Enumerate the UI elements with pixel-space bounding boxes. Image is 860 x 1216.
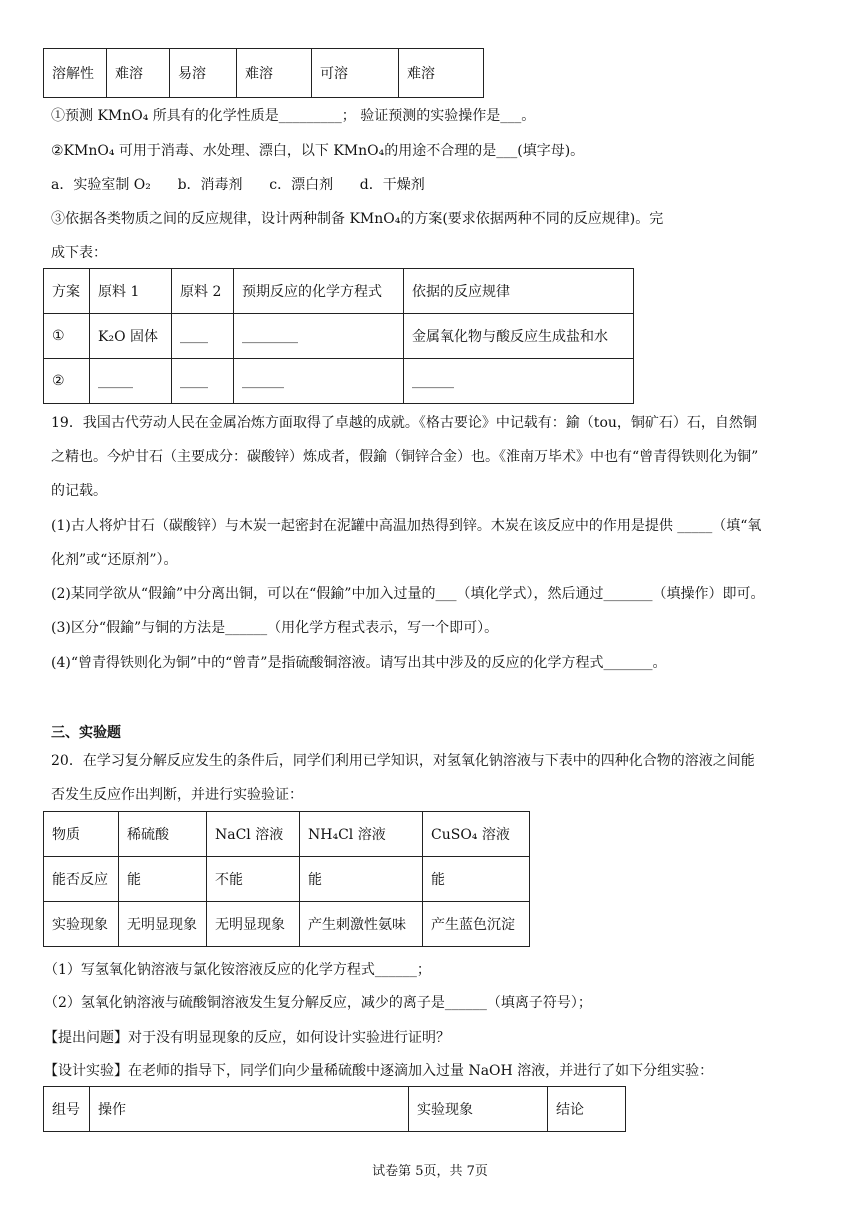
table-header-cell: 原料 1 — [90, 269, 172, 314]
q18-item2: ②KMnO₄ 可用于消毒、水处理、漂白，以下 KMnO₄的用途不合理的是___(填字母)。 — [51, 143, 585, 159]
q19-sub4: (4)“曾青得铁则化为铜”中的“曾青”是指硫酸铜溶液。请写出其中涉及的反应的化学方程式_______。 — [51, 655, 667, 671]
q19-intro-line2: 之精也。今炉甘石（主要成分：碳酸锌）炼成者，假鍮（铜锌合金）也。《淮南万毕术》中也有“曾青得铁则化为铜” — [51, 449, 759, 465]
q18-item3-cont: 成下表： — [51, 245, 107, 261]
solubility-cell: 难溶 — [237, 49, 312, 98]
q18-item3: ③依据各类物质之间的反应规律，设计两种制备 KMnO₄的方案(要求依据两种不同的反应规律)。完 — [51, 211, 664, 227]
q20-intro-line1: 20．在学习复分解反应发生的条件后，同学们利用已学知识，对氢氧化钠溶液与下表中的四种化合物的溶液之间能 — [51, 753, 755, 769]
table-cell: 金属氧化物与酸反应生成盐和水 — [404, 314, 634, 359]
solubility-table — [43, 48, 484, 98]
table-cell: NH₄Cl 溶液 — [300, 812, 423, 857]
table-cell: 产生刺激性氨味 — [300, 902, 423, 947]
table-cell: 产生蓝色沉淀 — [423, 902, 530, 947]
table-header-cell: 操作 — [90, 1087, 409, 1132]
table-header-cell: 结论 — [548, 1087, 626, 1132]
q20-design-experiment: 【设计实验】在老师的指导下，同学们向少量稀硫酸中逐滴加入过量 NaOH 溶液，并进行了如下分组实验： — [44, 1063, 714, 1079]
q19-sub1-cont: 化剂”或“还原剂”）。 — [51, 552, 178, 568]
solubility-cell: 难溶 — [399, 49, 484, 98]
solubility-cell: 溶解性 — [44, 49, 107, 98]
table-cell: ____ — [172, 359, 234, 404]
table-cell: K₂O 固体 — [90, 314, 172, 359]
table-cell: ________ — [234, 314, 404, 359]
table-cell: ____ — [172, 314, 234, 359]
table-cell: 能 — [119, 857, 207, 902]
table-cell: 无明显现象 — [207, 902, 300, 947]
plan-table — [43, 268, 634, 404]
table-cell: 能 — [300, 857, 423, 902]
table-cell: ② — [44, 359, 90, 404]
q20-intro-line2: 否发生反应作出判断，并进行实验验证： — [51, 787, 303, 803]
table-cell: 能否反应 — [44, 857, 119, 902]
table-header-cell: 预期反应的化学方程式 — [234, 269, 404, 314]
reaction-table — [43, 811, 530, 947]
q19-sub3: (3)区分“假鍮”与铜的方法是______（用化学方程式表示，写一个即可）。 — [51, 620, 499, 636]
q19-sub1: (1)古人将炉甘石（碳酸锌）与木炭一起密封在泥罐中高温加热得到锌。木炭在该反应中的作用是提供 _____（填“氧 — [51, 518, 762, 534]
table-header-cell: 组号 — [44, 1087, 90, 1132]
solubility-cell: 可溶 — [312, 49, 399, 98]
q18-item1: ①预测 KMnO₄ 所具有的化学性质是_________； 验证预测的实验操作是___。 — [51, 108, 536, 124]
table-header-cell: 原料 2 — [172, 269, 234, 314]
solubility-cell: 易溶 — [170, 49, 237, 98]
table-cell: CuSO₄ 溶液 — [423, 812, 530, 857]
q19-intro-line1: 19．我国古代劳动人民在金属冶炼方面取得了卓越的成就。《格古要论》中记载有：鍮（tou，铜矿石）石，自然铜 — [51, 415, 757, 431]
solubility-cell: 难溶 — [107, 49, 170, 98]
section-title: 三、实验题 — [51, 725, 121, 741]
table-header-cell: 依据的反应规律 — [404, 269, 634, 314]
table-header-cell: 方案 — [44, 269, 90, 314]
table-cell: ______ — [404, 359, 634, 404]
table-cell: 实验现象 — [44, 902, 119, 947]
table-cell: ① — [44, 314, 90, 359]
table-cell: _____ — [90, 359, 172, 404]
table-cell: 能 — [423, 857, 530, 902]
page-footer: 试卷第 5页，共 7页 — [372, 1164, 488, 1179]
table-cell: 无明显现象 — [119, 902, 207, 947]
table-cell: 稀硫酸 — [119, 812, 207, 857]
table-header-cell: 实验现象 — [409, 1087, 548, 1132]
q20-sub2: （2）氢氧化钠溶液与硫酸铜溶液发生复分解反应，减少的离子是______（填离子符号）； — [44, 995, 592, 1011]
q19-sub2: (2)某同学欲从“假鍮”中分离出铜，可以在“假鍮”中加入过量的___（填化学式），然后通过_______（填操作）即可。 — [51, 586, 765, 602]
q18-options: a．实验室制 O₂ b．消毒剂 c．漂白剂 d．干燥剂 — [51, 177, 425, 193]
q19-intro-line3: 的记载。 — [51, 483, 107, 499]
table-cell: 不能 — [207, 857, 300, 902]
table-cell: NaCl 溶液 — [207, 812, 300, 857]
group-table — [43, 1086, 626, 1132]
table-cell: ______ — [234, 359, 404, 404]
q20-sub1: （1）写氢氧化钠溶液与氯化铵溶液反应的化学方程式______； — [44, 962, 431, 978]
q20-pose-question: 【提出问题】对于没有明显现象的反应，如何设计实验进行证明？ — [44, 1030, 450, 1046]
table-cell: 物质 — [44, 812, 119, 857]
